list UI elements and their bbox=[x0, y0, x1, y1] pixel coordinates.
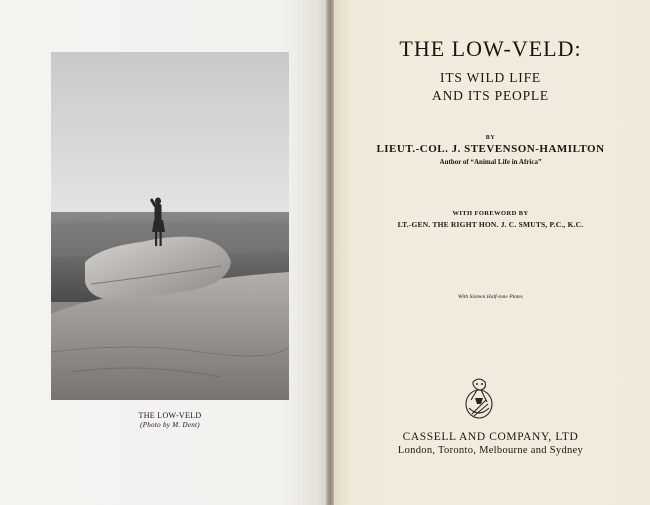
publisher-name: CASSELL AND COMPANY, LTD bbox=[402, 431, 579, 443]
by-label: BY bbox=[485, 135, 496, 141]
frontispiece-photo bbox=[51, 52, 289, 400]
subtitle-line-1: ITS WILD LIFE bbox=[440, 70, 541, 85]
publisher-places: London, Toronto, Melbourne and Sydney bbox=[397, 445, 584, 456]
publisher-device-icon bbox=[461, 374, 497, 424]
photo-credit: (Photo by M. Dent) bbox=[140, 421, 200, 429]
frontispiece-caption: THE LOW-VELD bbox=[138, 411, 202, 420]
author-credential: Author of “Animal Life in Africa” bbox=[439, 158, 542, 166]
foreword-author: LT.-GEN. THE RIGHT HON. J. C. SMUTS, P.C., K.C. bbox=[397, 220, 584, 229]
foreword-label: WITH FOREWORD BY bbox=[452, 210, 529, 217]
book-title: THE LOW-VELD: bbox=[399, 36, 582, 61]
plates-note: With Sixteen Half-tone Plates bbox=[458, 294, 523, 300]
author-name: LIEUT.-COL. J. STEVENSON-HAMILTON bbox=[376, 143, 605, 155]
subtitle-line-2: AND ITS PEOPLE bbox=[432, 88, 549, 103]
